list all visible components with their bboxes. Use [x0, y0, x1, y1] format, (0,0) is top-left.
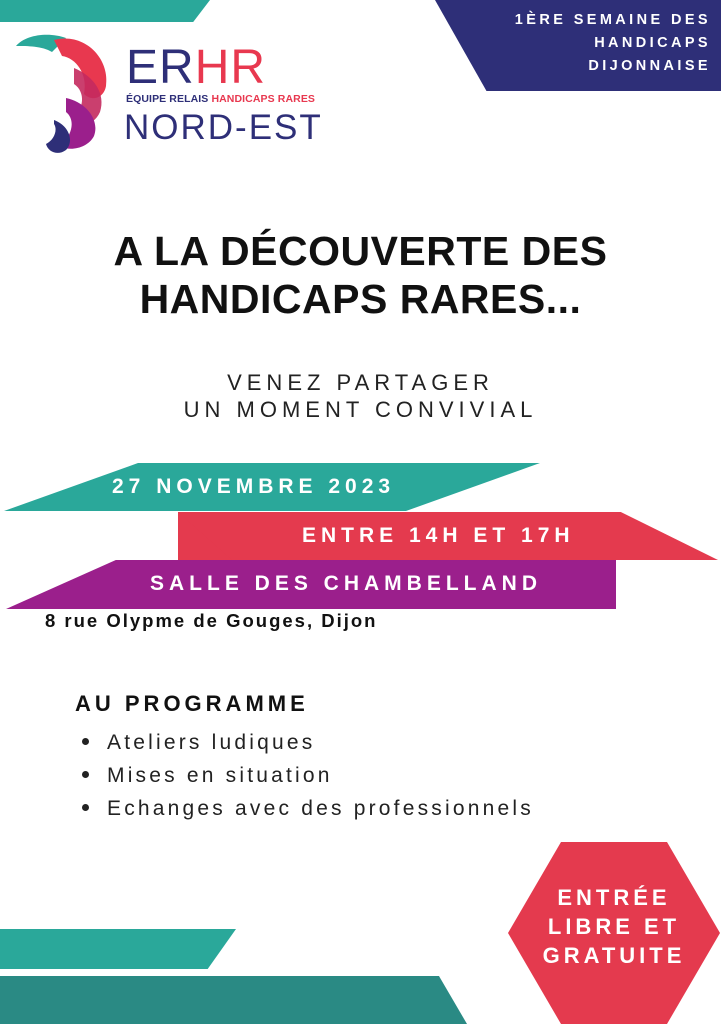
entry-line-1: ENTRÉE	[557, 885, 671, 910]
list-item	[82, 797, 534, 821]
event-venue: SALLE DES CHAMBELLAND	[150, 572, 542, 595]
logo-wordmark	[126, 41, 267, 94]
logo-subtitle	[126, 93, 315, 105]
event-address: 8 rue Olypme de Gouges, Dijon	[45, 610, 378, 631]
bullet-icon	[82, 738, 89, 745]
subtitle-line-2: UN MOMENT CONVIVIAL	[183, 397, 538, 422]
entry-line-3: GRATUITE	[542, 943, 686, 968]
programme-title: AU PROGRAMME	[75, 691, 309, 716]
bottom-teal-strip	[0, 929, 236, 969]
bullet-icon	[82, 771, 89, 778]
programme-item-label: Ateliers ludiques	[107, 731, 316, 754]
programme-item-label: Mises en situation	[107, 764, 333, 787]
top-teal-strip	[0, 0, 210, 22]
main-title-line-2: HANDICAPS RARES...	[139, 276, 582, 322]
list-item	[82, 764, 333, 788]
logo-region: NORD-EST	[124, 108, 323, 147]
logo-wordmark-er: ER	[126, 41, 195, 94]
programme-item-label: Echanges avec des professionnels	[107, 797, 534, 820]
logo-subtitle-part-2: HANDICAPS RARES	[211, 93, 316, 105]
banner-line-1: 1ÈRE SEMAINE DES	[514, 12, 711, 28]
logo-subtitle-part-1: ÉQUIPE RELAIS	[126, 93, 209, 105]
main-title-line-1: A LA DÉCOUVERTE DES	[113, 228, 608, 274]
logo-wordmark-hr: HR	[194, 41, 267, 94]
erhr-logo-icon	[14, 28, 114, 154]
entry-line-2: LIBRE ET	[547, 914, 681, 939]
banner-line-3: DIJONNAISE	[588, 58, 711, 74]
bullet-icon	[82, 804, 89, 811]
banner-line-2: HANDICAPS	[594, 35, 711, 51]
event-date: 27 NOVEMBRE 2023	[112, 475, 396, 498]
list-item	[82, 731, 316, 755]
subtitle-line-1: VENEZ PARTAGER	[227, 370, 494, 395]
bottom-dark-strip	[0, 976, 467, 1024]
event-time: ENTRE 14H ET 17H	[302, 524, 575, 547]
